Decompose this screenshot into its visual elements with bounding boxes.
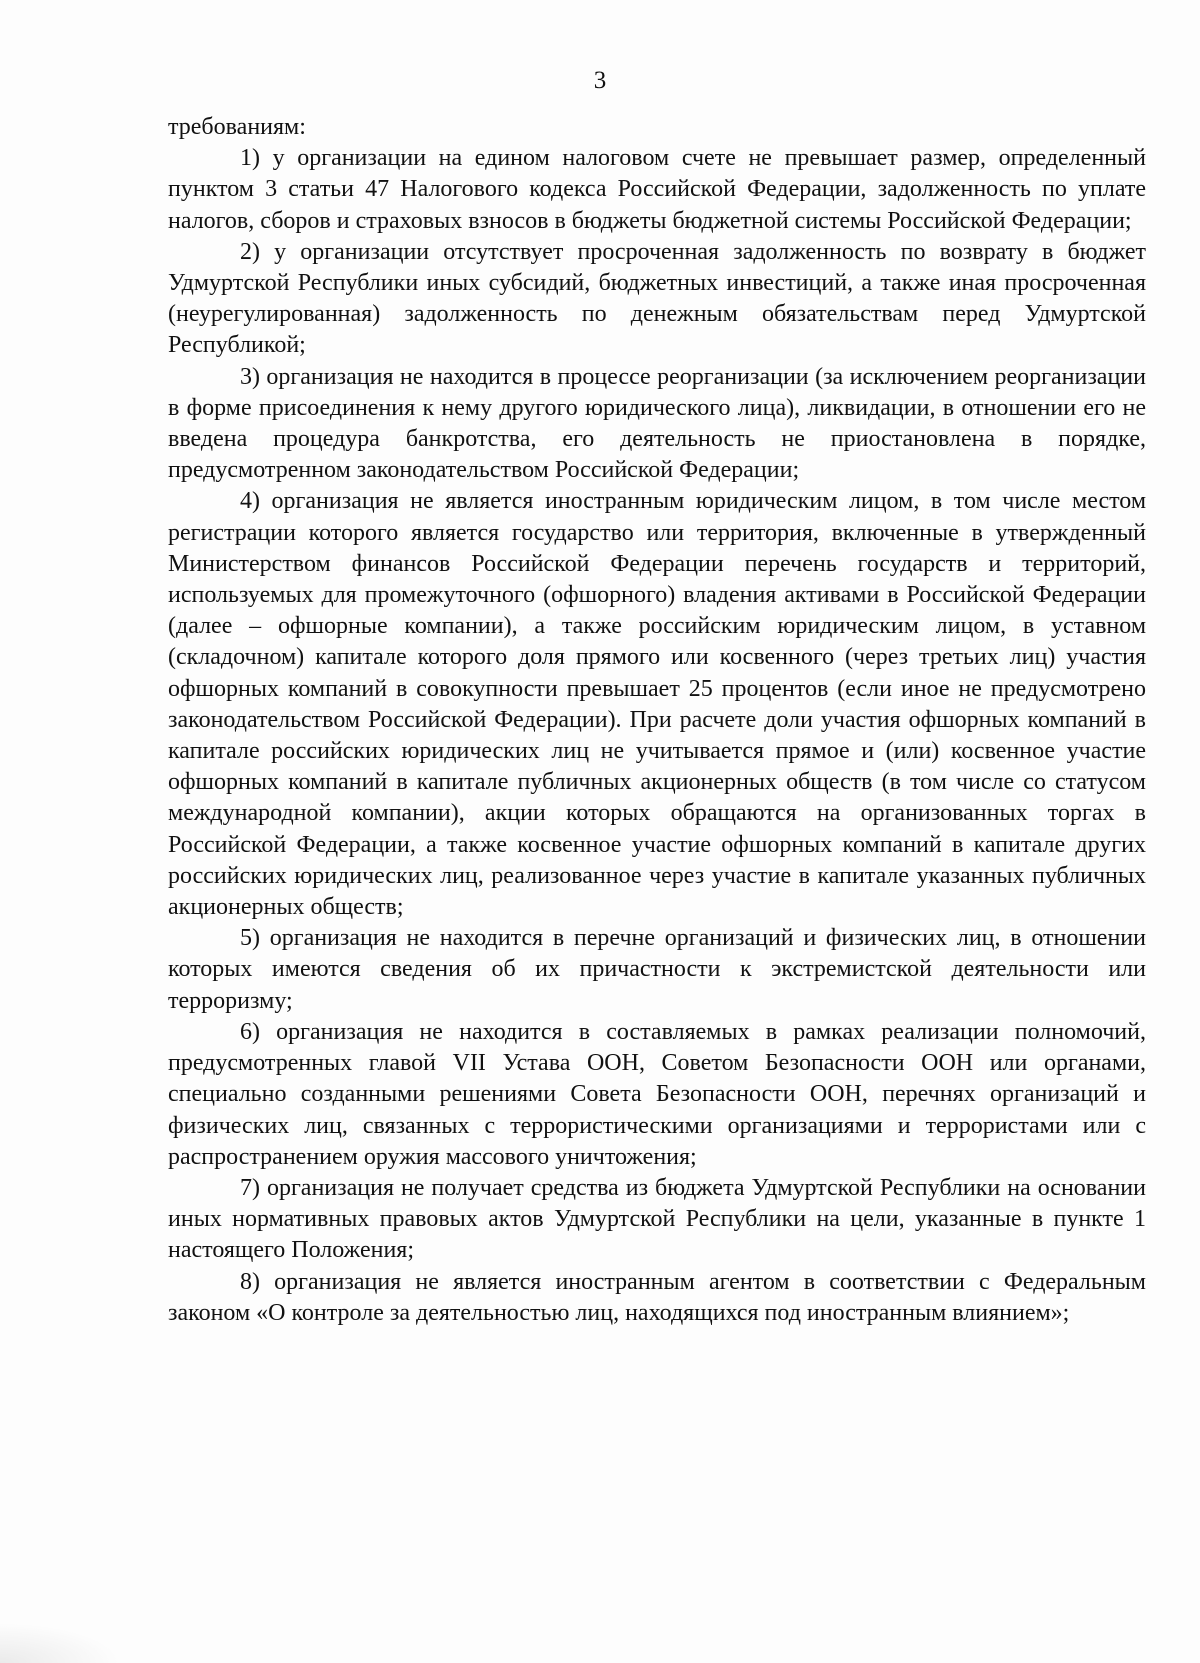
requirement-item-4: 4) организация не является иностранным юридическим лицом, в том числе местом регистрации которого является государство или территория, включенные в утвержденный Министерством финансов Российской Федерации перечень государств и территорий, используемых для промежуточного (офшорного) владения активами в Российской Федерации (далее – офшорные компании), а также российским юридическим лицом, в уставном (складочном) капитале которого доля прямого или косвенного (через третьих лиц) участия офшорных компаний в совокупности превышает 25 процентов (если иное не предусмотрено законодательством Российской Федерации). При расчете доли участия офшорных компаний в капитале российских юридических лиц не учитывается прямое и (или) косвенное участие офшорных компаний в капитале публичных акционерных обществ (в том числе со статусом международной компании), акции которых обращаются на организованных торгах в Российской Федерации, а также косвенное участие офшорных компаний в капитале других российских юридических лиц, реализованное через участие в капитале указанных публичных акционерных обществ; xyxy=(168,488,1146,921)
requirement-item-5: 5) организация не находится в перечне организаций и физических лиц, в отношении которых имеются сведения об их причастности к экстремистской деятельности или терроризму; xyxy=(168,925,1146,1014)
lead-paragraph: требованиям: xyxy=(168,114,306,140)
requirement-item-2: 2) у организации отсутствует просроченная задолженность по возврату в бюджет Удмуртской Республики иных субсидий, бюджетных инвестиций, а также иная просроченная (неурегулированная) задолженность по денежным обязательствам перед Удмуртской Республикой; xyxy=(168,238,1146,359)
requirement-item-8: 8) организация не является иностранным агентом в соответствии с Федеральным законом «О контроле за деятельностью лиц, находящихся под иностранным влиянием»; xyxy=(168,1268,1146,1326)
page-number: 3 xyxy=(593,67,607,94)
requirement-item-6: 6) организация не находится в составляемых в рамках реализации полномочий, предусмотренных главой VII Устава ООН, Советом Безопасности ООН или органами, специально созданными решениями Совета Безопасности ООН, перечнях организаций и физических лиц, связанных с террористическими организациями и террористами или с распространением оружия массового уничтожения; xyxy=(168,1018,1146,1170)
document-body xyxy=(168,112,1146,1329)
requirement-item-3: 3) организация не находится в процессе реорганизации (за исключением реорганизации в форме присоединения к нему другого юридического лица), ликвидации, в отношении его не введена процедура банкротства, его деятельность не приостановлена в порядке, предусмотренном законодательством Российской Федерации; xyxy=(168,363,1146,484)
requirement-item-7: 7) организация не получает средства из бюджета Удмуртской Республики на основании иных нормативных правовых актов Удмуртской Республики на цели, указанные в пункте 1 настоящего Положения; xyxy=(168,1174,1146,1264)
scan-artifact xyxy=(0,1623,120,1663)
requirement-item-1: 1) у организации на едином налоговом счете не превышает размер, определенный пунктом 3 статьи 47 Налогового кодекса Российской Федерации, задолженность по уплате налогов, сборов и страховых взносов в бюджеты бюджетной системы Российской Федерации; xyxy=(168,145,1146,234)
